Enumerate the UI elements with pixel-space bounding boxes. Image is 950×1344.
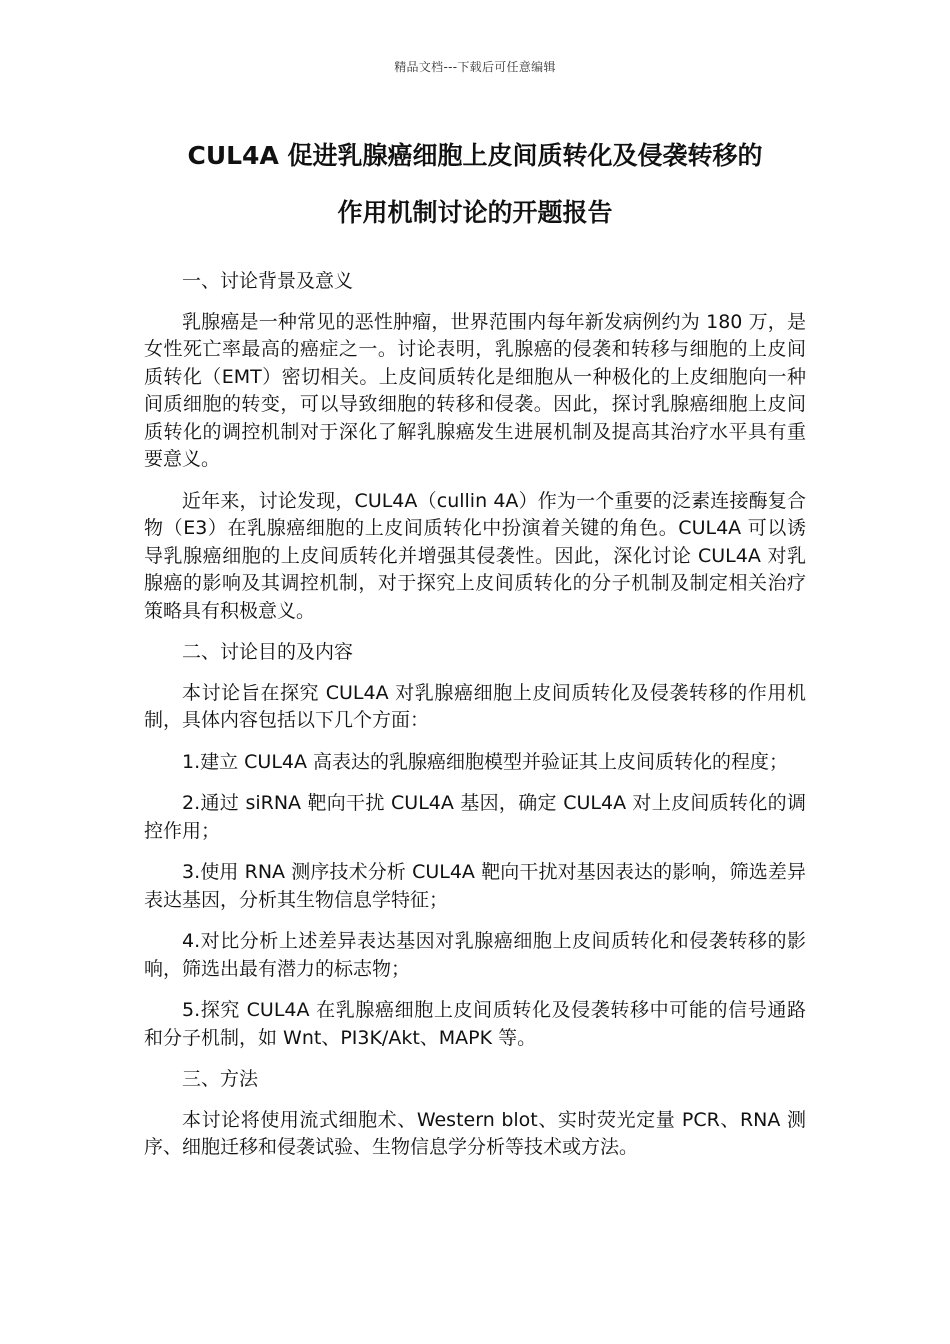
document-body [144, 268, 806, 1176]
objective-item-1: 1.建立 CUL4A 高表达的乳腺癌细胞模型并验证其上皮间质转化的程度； [182, 750, 789, 773]
document-title-line-1: CUL4A 促进乳腺癌细胞上皮间质转化及侵袭转移的 [187, 141, 763, 170]
section-heading-methods: 三、方法 [182, 1068, 259, 1090]
page-header-note: 精品文档---下载后可任意编辑 [394, 60, 556, 74]
background-paragraph-1: 乳腺癌是一种常见的恶性肿瘤，世界范围内每年新发病例约为 180 万，是女性死亡率最高的癌症之一。讨论表明，乳腺癌的侵袭和转移与细胞的上皮间质转化（EMT）密切相关。上皮间质转化是细胞从一种极化的上皮细胞向一种间质细胞的转变，可以导致细胞的转移和侵袭。因此，探讨乳腺癌细胞上皮间质转化的调控机制对于深化了解乳腺癌发生进展机制及提高其治疗水平具有重要意义。 [144, 310, 806, 470]
objective-item-5: 5.探究 CUL4A 在乳腺癌细胞上皮间质转化及侵袭转移中可能的信号通路和分子机制，如 Wnt、PI3K/Akt、MAPK 等。 [144, 999, 806, 1049]
section-heading-objectives: 二、讨论目的及内容 [182, 641, 354, 663]
section-heading-background: 一、讨论背景及意义 [182, 270, 354, 292]
objective-item-3: 3.使用 RNA 测序技术分析 CUL4A 靶向干扰对基因表达的影响，筛选差异表达基因，分析其生物信息学特征； [144, 861, 806, 911]
objective-item-2: 2.通过 siRNA 靶向干扰 CUL4A 基因，确定 CUL4A 对上皮间质转化的调控作用； [144, 792, 806, 842]
methods-paragraph-1: 本讨论将使用流式细胞术、Western blot、实时荧光定量 PCR、RNA 测序、细胞迁移和侵袭试验、生物信息学分析等技术或方法。 [144, 1108, 806, 1158]
background-paragraph-2: 近年来，讨论发现，CUL4A（cullin 4A）作为一个重要的泛素连接酶复合物（E3）在乳腺癌细胞的上皮间质转化中扮演着关键的角色。CUL4A 可以诱导乳腺癌细胞的上皮间质转化并增强其侵袭性。因此，深化讨论 CUL4A 对乳腺癌的影响及其调控机制，对于探究上皮间质转化的分子机制及制定相关治疗策略具有积极意义。 [144, 489, 806, 622]
document-title-line-2: 作用机制讨论的开题报告 [337, 198, 613, 227]
objective-item-4: 4.对比分析上述差异表达基因对乳腺癌细胞上皮间质转化和侵袭转移的影响，筛选出最有潜力的标志物； [144, 930, 806, 980]
objectives-intro: 本讨论旨在探究 CUL4A 对乳腺癌细胞上皮间质转化及侵袭转移的作用机制，具体内容包括以下几个方面： [144, 681, 806, 731]
